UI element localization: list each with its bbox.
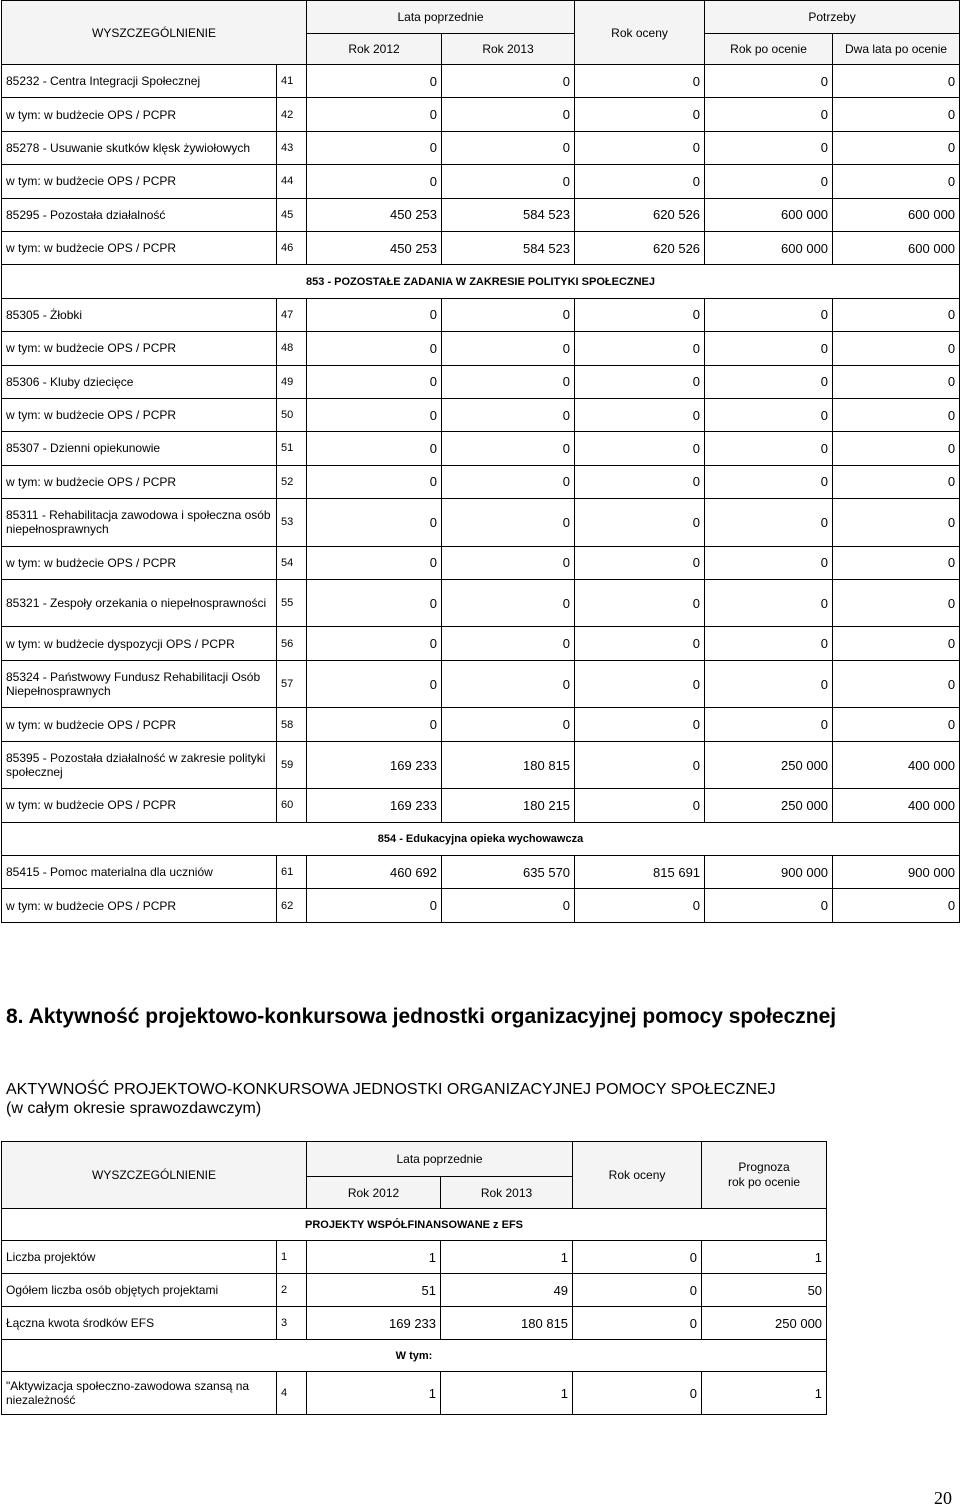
row-number: 58: [277, 708, 307, 741]
header-previous-years: Lata poprzednie: [307, 1142, 573, 1177]
value-cell: 635 570: [442, 856, 575, 889]
value-cell: 1: [441, 1372, 573, 1415]
value-cell: 0: [705, 398, 833, 431]
value-cell: 620 526: [575, 231, 705, 264]
table-row: [2, 398, 960, 431]
table-caption-line-1: AKTYWNOŚĆ PROJEKTOWO-KONKURSOWA JEDNOSTKI ORGANIZACYJNEJ POMOCY SPOŁECZNEJ: [6, 1081, 776, 1098]
value-cell: 0: [442, 332, 575, 365]
value-cell: 0: [307, 98, 442, 131]
value-cell: 0: [442, 579, 575, 627]
row-number: 54: [277, 546, 307, 579]
value-cell: 250 000: [705, 789, 833, 822]
section-title: PROJEKTY WSPÓŁFINANSOWANE z EFS: [2, 1209, 827, 1241]
row-number: 62: [277, 889, 307, 922]
value-cell: 0: [833, 579, 960, 627]
value-cell: 0: [573, 1307, 702, 1340]
row-label: w tym: w budżecie OPS / PCPR: [2, 889, 277, 922]
value-cell: 0: [705, 131, 833, 164]
section-title: W tym:: [2, 1340, 827, 1372]
value-cell: 600 000: [705, 198, 833, 231]
row-label: w tym: w budżecie OPS / PCPR: [2, 398, 277, 431]
row-label: 85395 - Pozostała działalność w zakresie polityki społecznej: [2, 741, 277, 789]
row-number: 60: [277, 789, 307, 822]
value-cell: 0: [575, 432, 705, 465]
value-cell: 0: [307, 332, 442, 365]
value-cell: 400 000: [833, 741, 960, 789]
value-cell: 0: [705, 65, 833, 98]
value-cell: 0: [705, 546, 833, 579]
value-cell: 0: [575, 65, 705, 98]
section-row: [2, 1340, 827, 1372]
row-number: 61: [277, 856, 307, 889]
section-title: 853 - POZOSTAŁE ZADANIA W ZAKRESIE POLITYKI SPOŁECZNEJ: [2, 265, 960, 298]
value-cell: 0: [442, 65, 575, 98]
value-cell: 1: [307, 1372, 441, 1415]
row-number: 3: [277, 1307, 307, 1340]
value-cell: 0: [705, 332, 833, 365]
value-cell: 0: [307, 131, 442, 164]
value-cell: 0: [307, 660, 442, 708]
table-row: [2, 465, 960, 498]
value-cell: 0: [442, 131, 575, 164]
value-cell: 0: [705, 579, 833, 627]
table-row: [2, 332, 960, 365]
value-cell: 180 215: [442, 789, 575, 822]
table-row: [2, 198, 960, 231]
value-cell: 0: [442, 165, 575, 198]
value-cell: 600 000: [705, 231, 833, 264]
value-cell: 0: [705, 165, 833, 198]
row-label: w tym: w budżecie OPS / PCPR: [2, 465, 277, 498]
value-cell: 0: [705, 499, 833, 547]
value-cell: 49: [441, 1274, 573, 1307]
value-cell: 180 815: [442, 741, 575, 789]
value-cell: 0: [575, 889, 705, 922]
row-number: 51: [277, 432, 307, 465]
value-cell: 0: [833, 499, 960, 547]
value-cell: 0: [575, 579, 705, 627]
row-number: 48: [277, 332, 307, 365]
row-label: Liczba projektów: [2, 1241, 277, 1274]
header-previous-years: Lata poprzednie: [307, 1, 575, 34]
value-cell: 250 000: [702, 1307, 827, 1340]
value-cell: 0: [575, 165, 705, 198]
row-label: 85307 - Dzienni opiekunowie: [2, 432, 277, 465]
value-cell: 0: [573, 1274, 702, 1307]
row-number: 47: [277, 298, 307, 331]
value-cell: 180 815: [441, 1307, 573, 1340]
row-number: 43: [277, 131, 307, 164]
value-cell: 0: [573, 1241, 702, 1274]
value-cell: 0: [307, 708, 442, 741]
value-cell: 900 000: [833, 856, 960, 889]
value-cell: 0: [575, 298, 705, 331]
value-cell: 0: [442, 365, 575, 398]
page-number: 20: [934, 1488, 952, 1508]
header-year-2012: Rok 2012: [307, 34, 442, 65]
value-cell: 0: [307, 298, 442, 331]
table-row: [2, 165, 960, 198]
value-cell: 400 000: [833, 789, 960, 822]
value-cell: 0: [573, 1372, 702, 1415]
value-cell: 0: [442, 298, 575, 331]
header-forecast-line-2: rok po ocenie: [728, 1175, 801, 1189]
value-cell: 0: [575, 499, 705, 547]
row-label: w tym: w budżecie OPS / PCPR: [2, 789, 277, 822]
value-cell: 0: [442, 465, 575, 498]
value-cell: 169 233: [307, 1307, 441, 1340]
row-label: Łączna kwota środków EFS: [2, 1307, 277, 1340]
value-cell: 0: [705, 365, 833, 398]
value-cell: 0: [705, 708, 833, 741]
row-label: 85232 - Centra Integracji Społecznej: [2, 65, 277, 98]
value-cell: 0: [833, 98, 960, 131]
value-cell: 0: [442, 627, 575, 660]
value-cell: 0: [705, 627, 833, 660]
value-cell: 0: [575, 741, 705, 789]
table-row: [2, 1372, 827, 1415]
row-number: 49: [277, 365, 307, 398]
row-number: 50: [277, 398, 307, 431]
value-cell: 460 692: [307, 856, 442, 889]
row-label: 85324 - Państwowy Fundusz Rehabilitacji Osób Niepełnosprawnych: [2, 660, 277, 708]
value-cell: 0: [575, 131, 705, 164]
row-label: w tym: w budżecie OPS / PCPR: [2, 231, 277, 264]
table-row: [2, 131, 960, 164]
table-row: [2, 856, 960, 889]
table-row: [2, 789, 960, 822]
value-cell: 169 233: [307, 789, 442, 822]
row-label: 85305 - Żłobki: [2, 298, 277, 331]
row-label: 85321 - Zespoły orzekania o niepełnosprawności: [2, 579, 277, 627]
table-row: [2, 627, 960, 660]
value-cell: 0: [705, 889, 833, 922]
value-cell: 0: [833, 298, 960, 331]
value-cell: 250 000: [705, 741, 833, 789]
table-row: [2, 660, 960, 708]
value-cell: 0: [307, 432, 442, 465]
value-cell: 0: [833, 465, 960, 498]
table-row: [2, 65, 960, 98]
projects-table: [1, 1141, 827, 1415]
header-year-2013: Rok 2013: [441, 1177, 573, 1209]
row-label: 85415 - Pomoc materialna dla uczniów: [2, 856, 277, 889]
header-needs: Potrzeby: [705, 1, 960, 34]
table-row: [2, 298, 960, 331]
section-heading: 8. Aktywność projektowo-konkursowa jednostki organizacyjnej pomocy społecznej: [6, 1005, 837, 1028]
value-cell: 0: [307, 365, 442, 398]
value-cell: 0: [833, 165, 960, 198]
value-cell: 0: [833, 365, 960, 398]
table-row: [2, 98, 960, 131]
value-cell: 0: [833, 332, 960, 365]
row-number: 42: [277, 98, 307, 131]
row-number: 2: [277, 1274, 307, 1307]
value-cell: 815 691: [575, 856, 705, 889]
row-label: w tym: w budżecie OPS / PCPR: [2, 98, 277, 131]
value-cell: 1: [441, 1241, 573, 1274]
section-row: [2, 265, 960, 298]
value-cell: 0: [307, 499, 442, 547]
header-description: WYSZCZEGÓLNIENIE: [2, 1, 307, 65]
value-cell: 0: [442, 889, 575, 922]
value-cell: 1: [702, 1241, 827, 1274]
value-cell: 0: [442, 708, 575, 741]
value-cell: 0: [833, 627, 960, 660]
value-cell: 0: [833, 432, 960, 465]
value-cell: 0: [833, 65, 960, 98]
header-forecast-line-1: Prognoza: [738, 1160, 790, 1174]
value-cell: 584 523: [442, 198, 575, 231]
value-cell: 50: [702, 1274, 827, 1307]
value-cell: 0: [575, 660, 705, 708]
table-row: [2, 889, 960, 922]
value-cell: 0: [307, 65, 442, 98]
value-cell: 0: [575, 365, 705, 398]
value-cell: 0: [442, 660, 575, 708]
value-cell: 0: [442, 499, 575, 547]
row-number: 45: [277, 198, 307, 231]
table-row: [2, 1274, 827, 1307]
row-label: w tym: w budżecie OPS / PCPR: [2, 708, 277, 741]
table-row: [2, 231, 960, 264]
header-year-2013: Rok 2013: [442, 34, 575, 65]
value-cell: 0: [307, 165, 442, 198]
value-cell: 0: [833, 131, 960, 164]
table-row: [2, 708, 960, 741]
value-cell: 0: [575, 546, 705, 579]
value-cell: 1: [702, 1372, 827, 1415]
value-cell: 0: [307, 579, 442, 627]
value-cell: 0: [575, 627, 705, 660]
value-cell: 0: [833, 660, 960, 708]
row-label: w tym: w budżecie OPS / PCPR: [2, 165, 277, 198]
value-cell: 0: [575, 465, 705, 498]
value-cell: 0: [833, 708, 960, 741]
value-cell: 0: [442, 398, 575, 431]
row-number: 56: [277, 627, 307, 660]
value-cell: 0: [705, 98, 833, 131]
table-row: [2, 1307, 827, 1340]
row-label: Ogółem liczba osób objętych projektami: [2, 1274, 277, 1307]
row-label: 85311 - Rehabilitacja zawodowa i społeczna osób niepełnosprawnych: [2, 499, 277, 547]
header-forecast: [702, 1142, 827, 1209]
row-label: w tym: w budżecie dyspozycji OPS / PCPR: [2, 627, 277, 660]
value-cell: 584 523: [442, 231, 575, 264]
row-number: 44: [277, 165, 307, 198]
row-number: 1: [277, 1241, 307, 1274]
table-row: [2, 499, 960, 547]
header-year-after-evaluation: Rok po ocenie: [705, 34, 833, 65]
value-cell: 0: [705, 660, 833, 708]
row-label: "Aktywizacja społeczno-zawodowa szansą na niezależność: [2, 1372, 277, 1415]
row-number: 52: [277, 465, 307, 498]
value-cell: 0: [575, 398, 705, 431]
row-number: 57: [277, 660, 307, 708]
row-number: 59: [277, 741, 307, 789]
value-cell: 51: [307, 1274, 441, 1307]
table-caption: [6, 1080, 776, 1118]
value-cell: 0: [575, 708, 705, 741]
row-number: 41: [277, 65, 307, 98]
row-label: 85295 - Pozostała działalność: [2, 198, 277, 231]
section-row: [2, 822, 960, 855]
value-cell: 600 000: [833, 231, 960, 264]
value-cell: 0: [307, 627, 442, 660]
header-description: WYSZCZEGÓLNIENIE: [2, 1142, 307, 1209]
table-row: [2, 546, 960, 579]
value-cell: 0: [833, 398, 960, 431]
value-cell: 0: [833, 889, 960, 922]
value-cell: 0: [575, 98, 705, 131]
row-number: 4: [277, 1372, 307, 1415]
table-row: [2, 1241, 827, 1274]
needs-table: [1, 0, 960, 923]
value-cell: 0: [705, 298, 833, 331]
value-cell: 0: [575, 789, 705, 822]
value-cell: 600 000: [833, 198, 960, 231]
header-year-2012: Rok 2012: [307, 1177, 441, 1209]
table-caption-line-2: (w całym okresie sprawozdawczym): [6, 1100, 262, 1117]
value-cell: 169 233: [307, 741, 442, 789]
value-cell: 450 253: [307, 231, 442, 264]
row-label: w tym: w budżecie OPS / PCPR: [2, 546, 277, 579]
value-cell: 0: [705, 465, 833, 498]
row-label: 85306 - Kluby dziecięce: [2, 365, 277, 398]
value-cell: 0: [442, 98, 575, 131]
header-evaluation-year: Rok oceny: [575, 1, 705, 65]
row-number: 55: [277, 579, 307, 627]
value-cell: 0: [307, 889, 442, 922]
value-cell: 1: [307, 1241, 441, 1274]
row-label: w tym: w budżecie OPS / PCPR: [2, 332, 277, 365]
value-cell: 0: [833, 546, 960, 579]
section-title: 854 - Edukacyjna opieka wychowawcza: [2, 822, 960, 855]
section-row: [2, 1209, 827, 1241]
table-row: [2, 432, 960, 465]
row-number: 46: [277, 231, 307, 264]
row-number: 53: [277, 499, 307, 547]
table-row: [2, 579, 960, 627]
value-cell: 450 253: [307, 198, 442, 231]
header-evaluation-year: Rok oceny: [573, 1142, 702, 1209]
row-label: 85278 - Usuwanie skutków klęsk żywiołowych: [2, 131, 277, 164]
value-cell: 0: [307, 398, 442, 431]
header-two-years-after: Dwa lata po ocenie: [833, 34, 960, 65]
value-cell: 0: [705, 432, 833, 465]
table-row: [2, 741, 960, 789]
table-row: [2, 365, 960, 398]
value-cell: 900 000: [705, 856, 833, 889]
value-cell: 0: [442, 546, 575, 579]
value-cell: 0: [307, 546, 442, 579]
value-cell: 620 526: [575, 198, 705, 231]
value-cell: 0: [442, 432, 575, 465]
value-cell: 0: [575, 332, 705, 365]
value-cell: 0: [307, 465, 442, 498]
